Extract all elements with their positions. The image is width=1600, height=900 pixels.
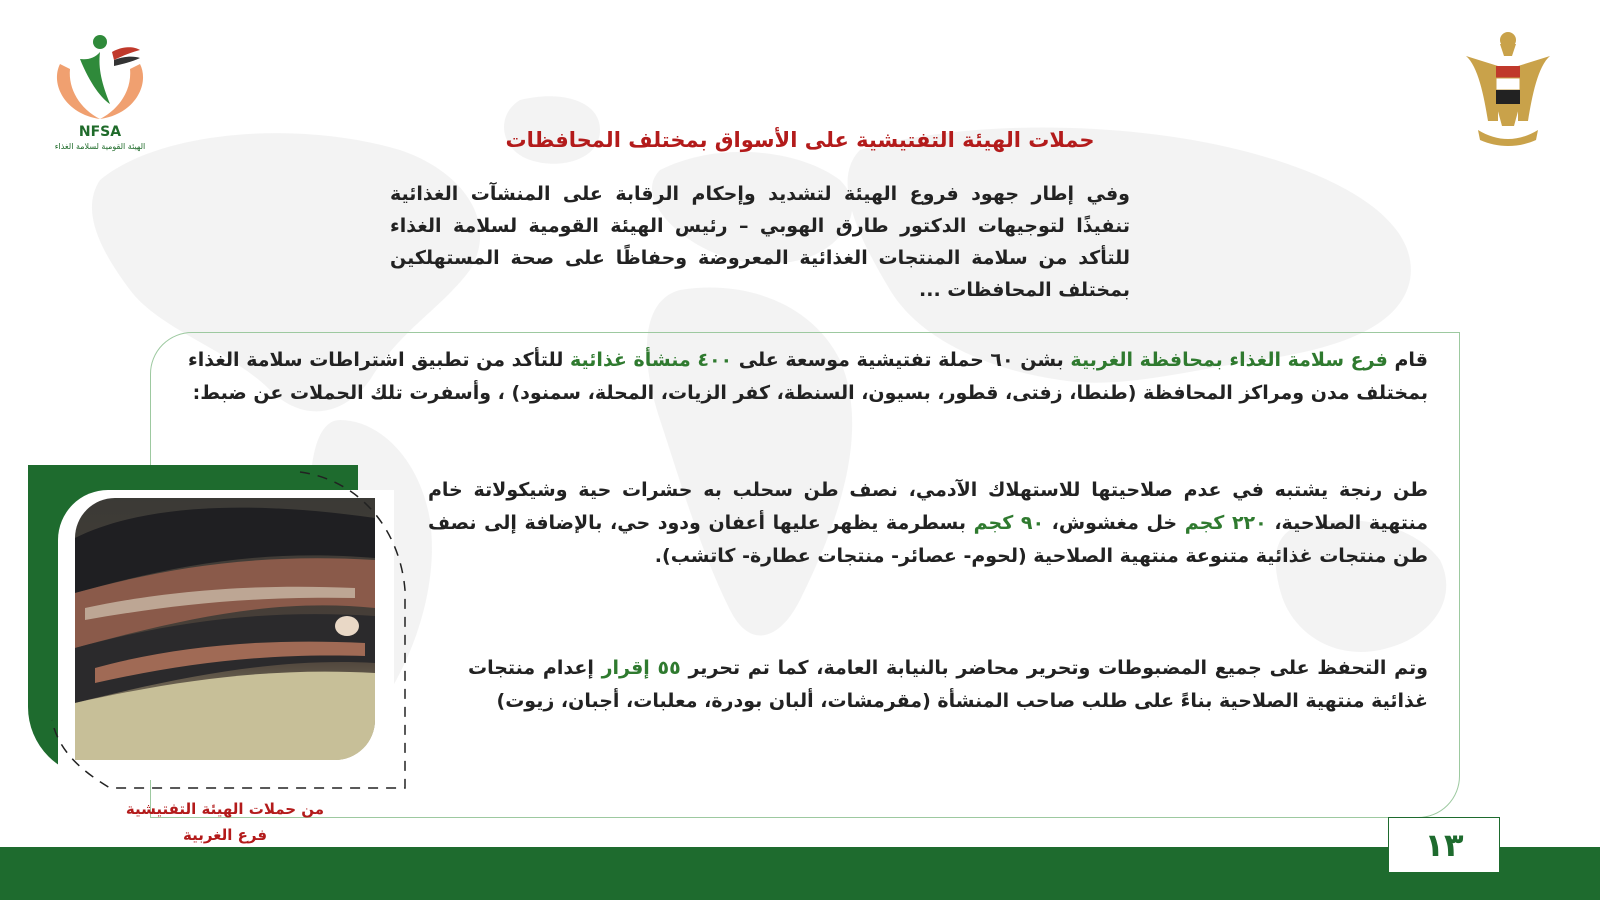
page-number: ١٣	[1388, 817, 1500, 873]
footer-bar	[0, 847, 1600, 900]
caption-line-2: فرع الغربية	[182, 826, 268, 844]
text-run: قام	[1387, 349, 1428, 371]
facilities-count-highlight: ٤٠٠ منشأة غذائية	[570, 349, 733, 371]
vinegar-weight-highlight: ٢٢٠ كجم	[1184, 512, 1267, 534]
actions-paragraph	[468, 652, 1428, 718]
text-run: للتأكد من تطبيق اشتراطات سلامة الغذاء بمختلف مدن ومراكز المحافظة (طنطا، زفتى، قطور، بسيون، السنطة، كفر الزيات، المحلة، سمنود) ، وأسفرت تلك الحملات عن ضبط:	[188, 349, 1428, 404]
text-run: بسطرمة يظهر عليها أعفان ودود حي، بالإضافة إلى نصف طن منتجات غذائية متنوعة منتهية الصلاحية (لحوم- عصائر- منتجات عطارة- كاتشب).	[428, 512, 1428, 567]
nfsa-abbreviation: NFSA	[78, 124, 122, 140]
page-title: حملات الهيئة التفتيشية على الأسواق بمختلف المحافظات	[505, 128, 1095, 152]
text-run: بشن ٦٠ حملة تفتيشية موسعة على	[732, 349, 1071, 371]
text-run: وتم التحفظ على جميع المضبوطات وتحرير محاضر بالنيابة العامة، كما تم تحرير	[680, 657, 1428, 679]
text-run: خل مغشوش،	[1044, 512, 1185, 534]
intro-paragraph: وفي إطار جهود فروع الهيئة لتشديد وإحكام الرقابة على المنشآت الغذائية تنفيذًا لتوجيهات الدكتور طارق الهوبي – رئيس الهيئة القومية لسلامة الغذاء للتأكد من سلامة المنتجات الغذائية المعروضة وحفاظًا على صحة المستهلكين بمختلف المحافظات ...	[390, 183, 1130, 301]
inspection-photo	[75, 498, 375, 760]
caption-line-1: من حملات الهيئة التفتيشية	[125, 800, 325, 818]
campaign-summary-paragraph	[188, 344, 1428, 410]
pastrami-weight-highlight: ٩٠ كجم	[973, 512, 1045, 534]
nfsa-full-name: الهيئة القومية لسلامة الغذاء	[54, 142, 146, 151]
declarations-count-highlight: ٥٥ إقرار	[601, 657, 681, 679]
nfsa-hands-icon	[40, 24, 160, 124]
seizures-paragraph	[428, 474, 1428, 573]
branch-highlight: فرع سلامة الغذاء بمحافظة الغربية	[1070, 349, 1388, 371]
text-run: إعدام منتجات غذائية منتهية الصلاحية بناءً على طلب صاحب المنشأة (مقرمشات، ألبان بودرة، معلبات، أجبان، زيوت)	[468, 657, 1428, 712]
text-run: طن رنجة يشتبه في عدم صلاحيتها للاستهلاك الآدمي، نصف طن سحلب به حشرات حية وشيكولاتة خام منتهية الصلاحية،	[428, 479, 1429, 534]
photo-caption	[110, 796, 340, 848]
